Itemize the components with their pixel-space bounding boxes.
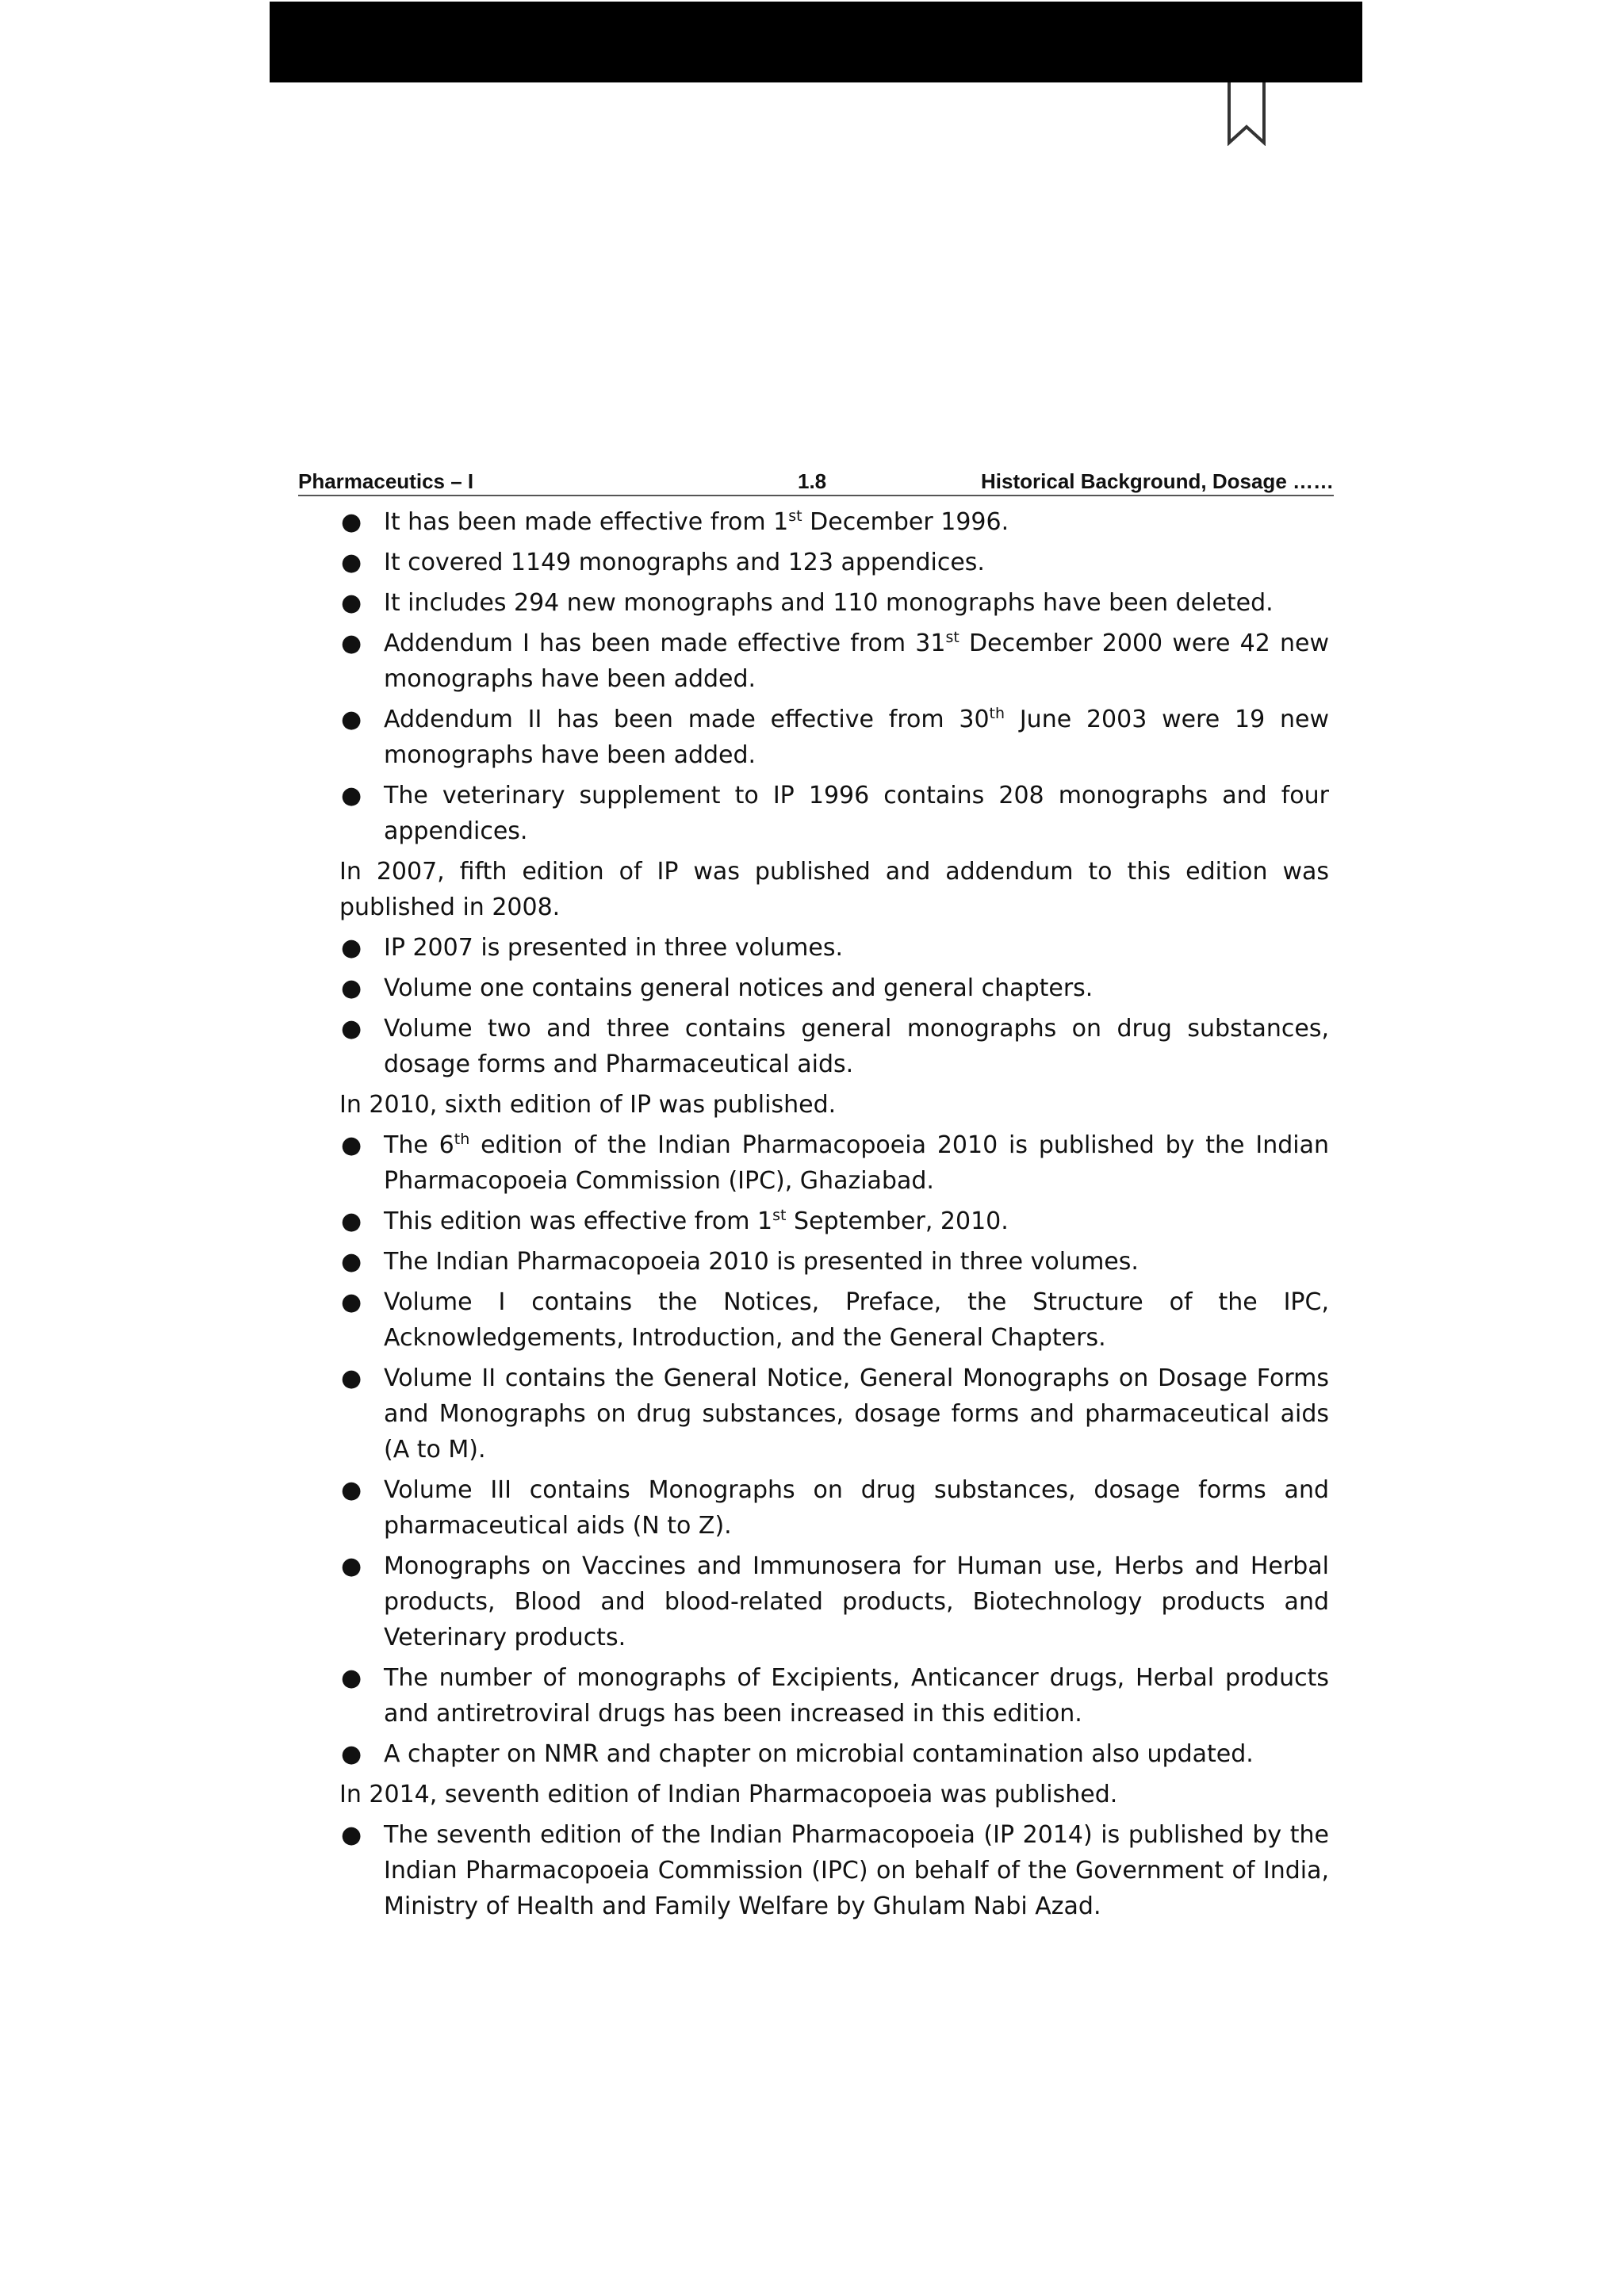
bullet-item [339, 1472, 1329, 1544]
bullet-dot-icon: ● [341, 1664, 362, 1692]
bullet-item [339, 1736, 1329, 1772]
bullet-dot-icon: ● [341, 1364, 362, 1392]
bullet-dot-icon: ● [341, 1131, 362, 1159]
bookmark-icon[interactable] [1226, 82, 1267, 146]
paragraph [339, 854, 1329, 925]
bullet-item [339, 930, 1329, 966]
bullet-dot-icon: ● [341, 1821, 362, 1849]
bullet-item [339, 1011, 1329, 1082]
bullet-dot-icon: ● [341, 1740, 362, 1768]
bullet-dot-icon: ● [341, 589, 362, 617]
text-segment: Addendum II has been made effective from 30 [384, 706, 990, 733]
bullet-dot-icon: ● [341, 1288, 362, 1316]
bullet-dot-icon: ● [341, 1207, 362, 1235]
bullet-item [339, 1817, 1329, 1924]
header-chapter-title: Historical Background, Dosage …… [981, 469, 1334, 493]
text-segment: Volume I contains the Notices, Preface, the Structure of the IPC, Acknowledgements, Introduction, and the General Chapters. [384, 1288, 1329, 1352]
text-segment: December 1996. [802, 508, 1009, 536]
text-segment: A chapter on NMR and chapter on microbial contamination also updated. [384, 1740, 1254, 1768]
text-segment: The 6 [384, 1131, 454, 1159]
bullet-dot-icon: ● [341, 934, 362, 962]
paragraph [339, 1087, 1329, 1123]
text-segment: In 2007, fifth edition of IP was published and addendum to this edition was published in 2008. [339, 858, 1329, 921]
page-body [339, 504, 1329, 1929]
running-header [298, 468, 1334, 496]
bullet-dot-icon: ● [341, 974, 362, 1002]
ordinal-suffix: st [788, 507, 802, 525]
ordinal-suffix: th [454, 1131, 470, 1148]
text-segment: Monographs on Vaccines and Immunosera for Human use, Herbs and Herbal products, Blood and blood-related products, Biotechnology products and Veterinary products. [384, 1552, 1329, 1651]
text-segment: Volume two and three contains general monographs on drug substances, dosage forms and Pharmaceutical aids. [384, 1015, 1329, 1078]
bullet-item [339, 1360, 1329, 1468]
bullet-dot-icon: ● [341, 508, 362, 536]
bullet-item [339, 702, 1329, 773]
bullet-item [339, 1660, 1329, 1732]
bullet-item [339, 1203, 1329, 1239]
bullet-item [339, 1548, 1329, 1655]
bullet-dot-icon: ● [341, 1552, 362, 1580]
text-segment: Volume one contains general notices and general chapters. [384, 974, 1094, 1002]
header-book-title: Pharmaceutics – I [298, 469, 474, 493]
text-segment: Volume II contains the General Notice, General Monographs on Dosage Forms and Monographs on drug substances, dosage forms and pharmaceutical aids (A to M). [384, 1364, 1329, 1464]
bullet-dot-icon: ● [341, 1015, 362, 1043]
text-segment: It has been made effective from 1 [384, 508, 789, 536]
text-segment: The seventh edition of the Indian Pharmacopoeia (IP 2014) is published by the Indian Pharmacopoeia Commission (IPC) on behalf of the Government of India, Ministry of Health and Family Welfare by Ghulam Nabi Azad. [384, 1821, 1329, 1920]
bullet-item [339, 778, 1329, 849]
text-segment: The number of monographs of Excipients, Anticancer drugs, Herbal products and antiretroviral drugs has been increased in this edition. [384, 1664, 1329, 1728]
paragraph [339, 1777, 1329, 1812]
text-segment: It covered 1149 monographs and 123 appendices. [384, 549, 985, 576]
top-black-bar [270, 2, 1362, 82]
text-segment: IP 2007 is presented in three volumes. [384, 934, 844, 962]
text-segment: In 2014, seventh edition of Indian Pharmacopoeia was published. [339, 1781, 1118, 1808]
ordinal-suffix: st [945, 629, 959, 646]
text-segment: September, 2010. [786, 1207, 1009, 1235]
text-segment: December 2000 were 42 new monographs have been added. [384, 629, 1329, 693]
text-segment: This edition was effective from 1 [384, 1207, 773, 1235]
ordinal-suffix: st [772, 1207, 787, 1224]
text-segment: Addendum I has been made effective from 31 [384, 629, 946, 657]
bullet-dot-icon: ● [341, 629, 362, 657]
bullet-dot-icon: ● [341, 706, 362, 733]
bullet-dot-icon: ● [341, 549, 362, 576]
bullet-item [339, 504, 1329, 540]
text-segment: Volume III contains Monographs on drug substances, dosage forms and pharmaceutical aids (N to Z). [384, 1476, 1329, 1540]
bullet-item [339, 1284, 1329, 1356]
text-segment: The veterinary supplement to IP 1996 contains 208 monographs and four appendices. [384, 782, 1329, 845]
bullet-dot-icon: ● [341, 1476, 362, 1504]
text-segment: edition of the Indian Pharmacopoeia 2010 is published by the Indian Pharmacopoeia Commission (IPC), Ghaziabad. [384, 1131, 1330, 1195]
header-page-number: 1.8 [798, 469, 827, 493]
bullet-item [339, 545, 1329, 580]
bullet-item [339, 585, 1329, 621]
bullet-item [339, 970, 1329, 1006]
bullet-item [339, 626, 1329, 697]
ordinal-suffix: th [989, 705, 1005, 722]
bullet-item [339, 1244, 1329, 1280]
text-segment: It includes 294 new monographs and 110 monographs have been deleted. [384, 589, 1274, 617]
text-segment: June 2003 were 19 new monographs have been added. [384, 706, 1329, 769]
text-segment: In 2010, sixth edition of IP was published. [339, 1091, 837, 1119]
bullet-item [339, 1127, 1329, 1199]
text-segment: The Indian Pharmacopoeia 2010 is presented in three volumes. [384, 1248, 1139, 1276]
bullet-dot-icon: ● [341, 782, 362, 809]
bullet-dot-icon: ● [341, 1248, 362, 1276]
